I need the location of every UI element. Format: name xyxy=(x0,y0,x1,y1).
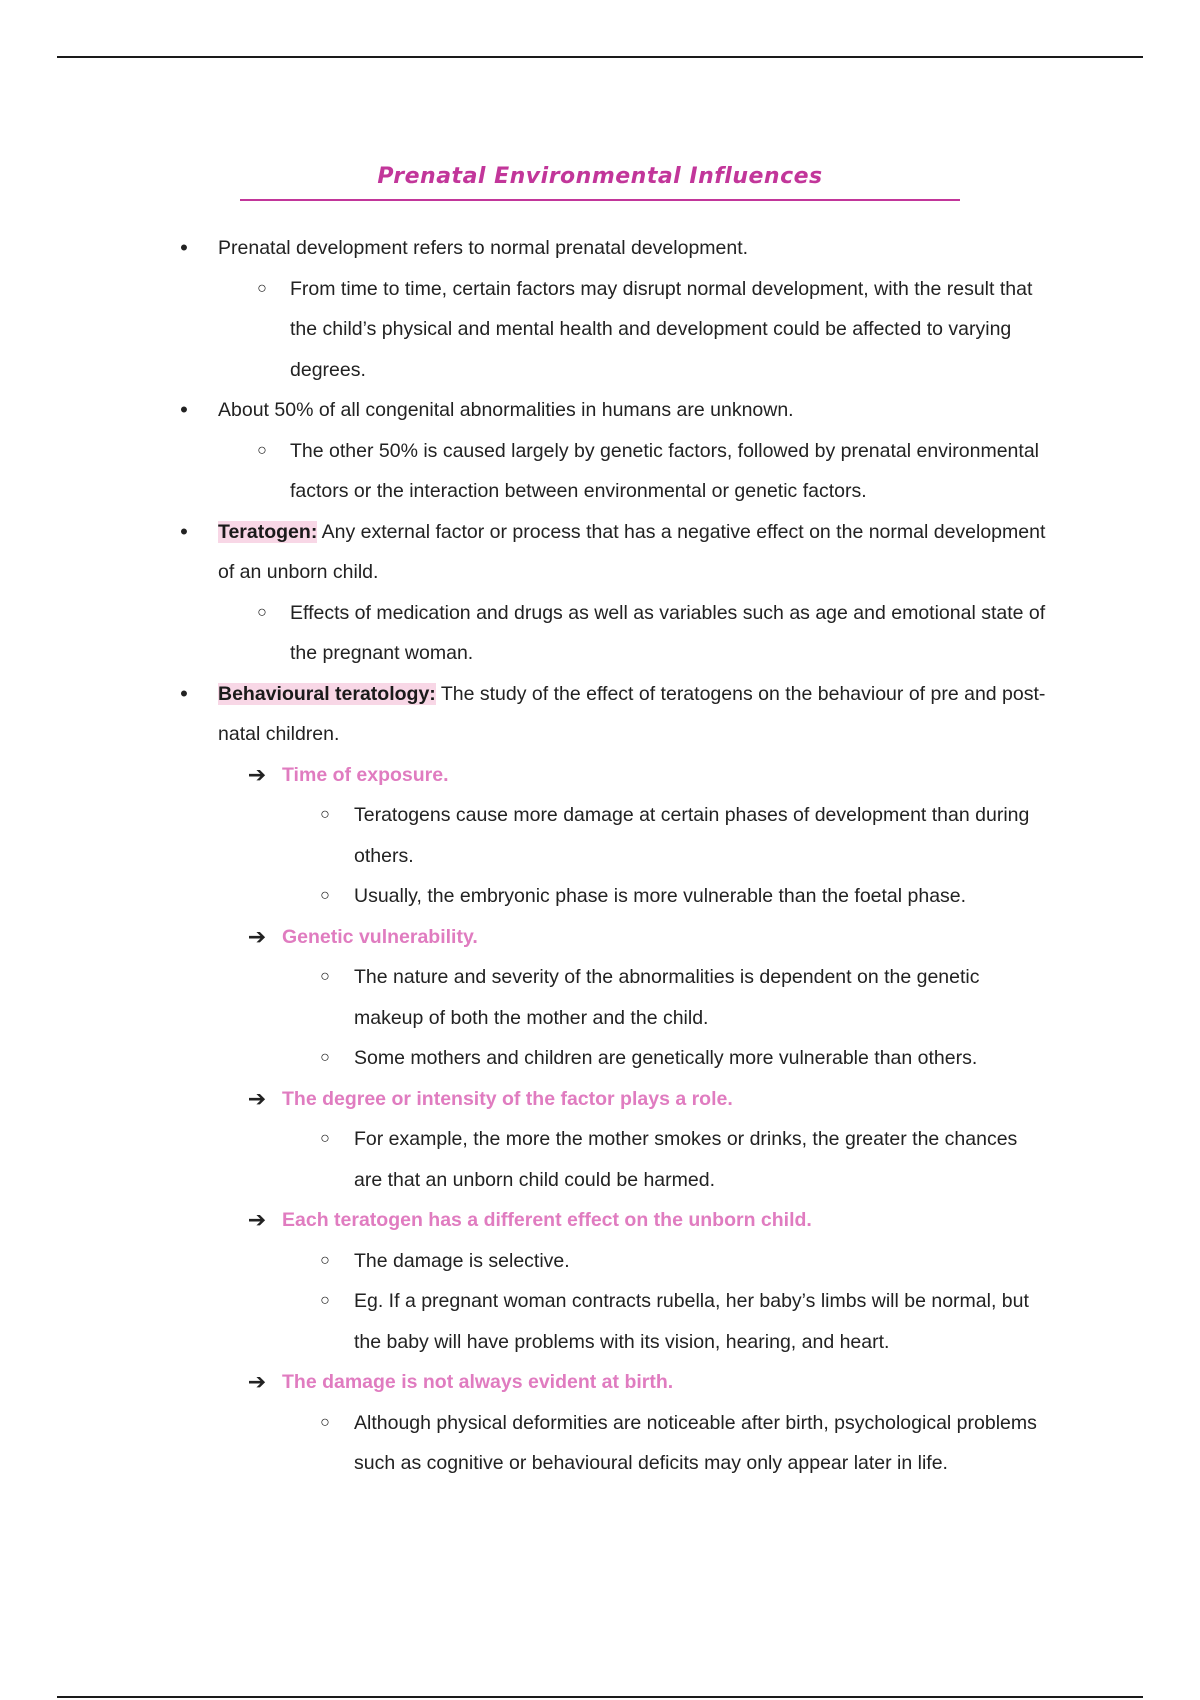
arrow-right-icon: ➔ xyxy=(247,923,267,949)
bullet-text: Prenatal development refers to normal prenatal development. xyxy=(218,237,749,259)
notes-content xyxy=(0,228,1200,1484)
factor-point-text: The nature and severity of the abnormalities is dependent on the genetic makeup of both the mother and the child. xyxy=(354,966,980,1029)
hollow-circle-icon: ○ xyxy=(320,1292,330,1309)
factor-point-text: The damage is selective. xyxy=(354,1249,570,1272)
bullet-item xyxy=(0,512,1200,593)
arrow-right-icon: ➔ xyxy=(247,1369,267,1394)
factor-heading-text: The damage is not always evident at birth. xyxy=(282,1371,674,1393)
hollow-circle-icon: ○ xyxy=(320,1413,330,1431)
arrow-right-icon: ➔ xyxy=(247,1207,267,1232)
sub-bullet-text: Effects of medication and drugs as well as variables such as age and emotional state of the pregnant woman. xyxy=(290,601,1046,664)
footer-rule xyxy=(57,1696,1143,1698)
sub-bullet-item xyxy=(0,593,1200,674)
factor-point xyxy=(0,1119,1200,1200)
bullet-dot-icon: • xyxy=(180,235,188,260)
arrow-right-icon: ➔ xyxy=(247,1085,267,1111)
factor-point-text: Teratogens cause more damage at certain phases of development than during others. xyxy=(354,804,1030,867)
factor-heading-text: The degree or intensity of the factor plays a role. xyxy=(282,1087,733,1110)
sub-bullet-text: From time to time, certain factors may disrupt normal development, with the result that the child’s physical and mental health and development could be affected to varying degrees. xyxy=(290,277,1033,381)
factor-heading-text: Genetic vulnerability. xyxy=(282,925,478,948)
factor-point xyxy=(0,1281,1200,1362)
header-rule xyxy=(57,56,1143,58)
factor-point-text: Eg. If a pregnant woman contracts rubella, her baby’s limbs will be normal, but the baby will have problems with its vision, hearing, and heart. xyxy=(354,1290,1029,1353)
factor-point xyxy=(0,957,1200,1038)
term-behavioural-teratology: Behavioural teratology: xyxy=(218,682,436,705)
hollow-circle-icon: ○ xyxy=(320,806,330,823)
page-title: Prenatal Environmental Influences xyxy=(377,164,823,189)
hollow-circle-icon: ○ xyxy=(320,968,330,985)
factor-heading-text: Each teratogen has a different effect on the unborn child. xyxy=(282,1209,812,1231)
bullet-dot-icon: • xyxy=(180,397,188,422)
factor-heading-text: Time of exposure. xyxy=(282,763,449,786)
factor-heading xyxy=(0,1362,1200,1403)
hollow-circle-icon: ○ xyxy=(257,441,267,459)
factor-point-text: Although physical deformities are noticeable after birth, psychological problems such as cognitive or behavioural deficits may only appear later in life. xyxy=(354,1411,1037,1474)
factor-point-text: Usually, the embryonic phase is more vulnerable than the foetal phase. xyxy=(354,885,967,907)
factor-point-text: For example, the more the mother smokes or drinks, the greater the chances are that an unborn child could be harmed. xyxy=(354,1128,1018,1191)
factor-point xyxy=(0,1038,1200,1079)
factor-point xyxy=(0,795,1200,876)
factor-point xyxy=(0,1403,1200,1484)
bullet-dot-icon: • xyxy=(180,680,188,706)
term-teratogen: Teratogen: xyxy=(218,520,318,543)
hollow-circle-icon: ○ xyxy=(257,279,267,297)
sub-bullet-item xyxy=(0,269,1200,391)
factor-point xyxy=(0,876,1200,917)
bullet-text: Any external factor or process that has a negative effect on the normal development of an unborn child. xyxy=(218,520,1046,583)
hollow-circle-icon: ○ xyxy=(257,603,267,621)
bullet-text: The study of the effect of teratogens on the behaviour of pre and post-natal children. xyxy=(218,682,1046,745)
bullet-item xyxy=(0,390,1200,431)
hollow-circle-icon: ○ xyxy=(320,1251,330,1269)
bullet-text: About 50% of all congenital abnormalities in humans are unknown. xyxy=(218,399,794,421)
factor-point-text: Some mothers and children are genetically more vulnerable than others. xyxy=(354,1047,978,1069)
hollow-circle-icon: ○ xyxy=(320,1130,330,1147)
hollow-circle-icon: ○ xyxy=(320,887,330,904)
factor-heading xyxy=(0,1200,1200,1241)
title-underline xyxy=(240,199,960,201)
arrow-right-icon: ➔ xyxy=(247,761,267,787)
factor-heading xyxy=(0,755,1200,796)
factor-point xyxy=(0,1241,1200,1282)
bullet-item xyxy=(0,674,1200,755)
factor-heading xyxy=(0,1079,1200,1120)
sub-bullet-text: The other 50% is caused largely by genetic factors, followed by prenatal environmental factors or the interaction between environmental or genetic factors. xyxy=(290,439,1039,502)
sub-bullet-item xyxy=(0,431,1200,512)
hollow-circle-icon: ○ xyxy=(320,1049,330,1066)
factor-heading xyxy=(0,917,1200,958)
bullet-dot-icon: • xyxy=(180,518,188,544)
bullet-item xyxy=(0,228,1200,269)
